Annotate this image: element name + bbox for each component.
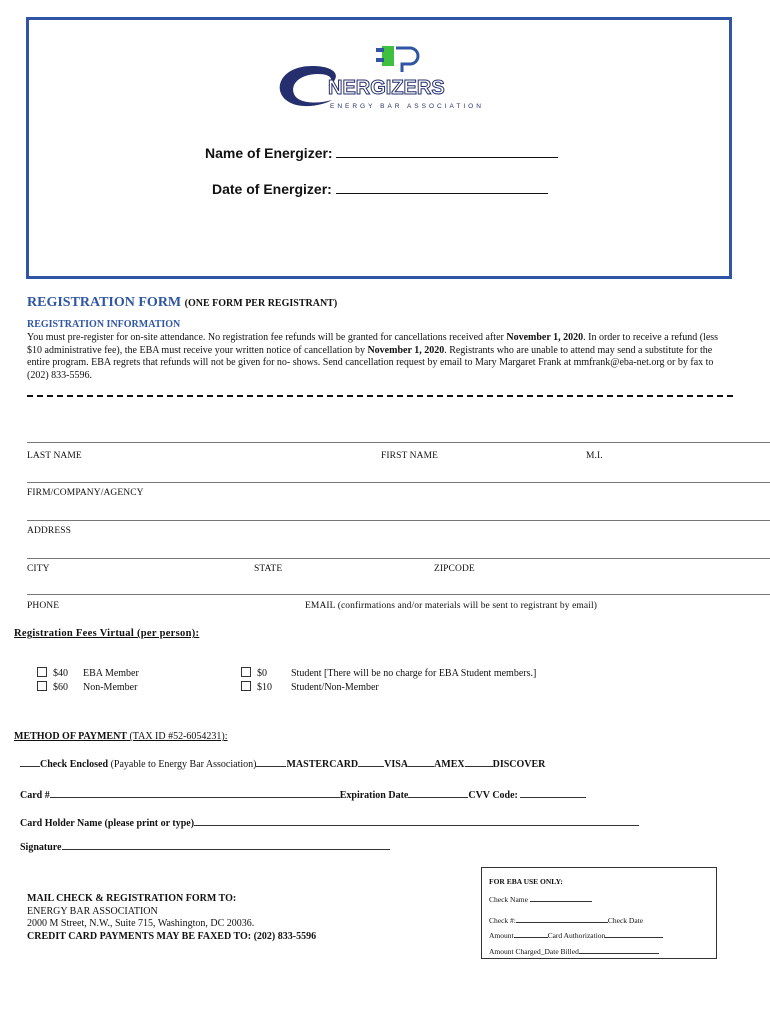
logo-text: NERGIZERS — [328, 77, 445, 99]
checkbox[interactable] — [241, 681, 251, 691]
checkbox[interactable] — [37, 667, 47, 677]
discover-label: DISCOVER — [492, 759, 546, 770]
name-field[interactable] — [336, 145, 558, 158]
cvv-label: CVV Code: — [468, 790, 518, 801]
fee-label: EBA Member — [83, 668, 139, 679]
card-number-field[interactable] — [50, 789, 340, 798]
discover-blank[interactable] — [465, 758, 493, 767]
info-part-3: . Registrants who are unable to attend may send a substitute for the entire program. EBA regrets that refunds will not be given for no- shows. Send cancellation request by email to Mary Margaret Frank at mmfrank@eba-net.org or by fax to (202) 833-5596. — [27, 344, 714, 381]
fee-option-non-member[interactable] — [37, 681, 137, 693]
eba-use-title: FOR EBA USE ONLY: — [489, 877, 563, 886]
visa-label: VISA — [384, 759, 409, 770]
mastercard-blank[interactable] — [256, 758, 286, 767]
card-holder-label: Card Holder Name (please print or type) — [20, 818, 195, 829]
registration-info-title: REGISTRATION INFORMATION — [27, 319, 181, 330]
eba-date-billed-label: Date Billed — [544, 947, 579, 956]
phone-label: PHONE — [27, 601, 60, 611]
fees-title: Registration Fees Virtual (per person): — [14, 628, 200, 639]
eba-check-no-label: Check #: — [489, 916, 516, 925]
expiration-field[interactable] — [408, 789, 468, 798]
payment-title — [14, 731, 228, 742]
fee-price: $0 — [257, 668, 267, 679]
fee-option-eba-member[interactable] — [37, 667, 139, 679]
form-title-sub: (ONE FORM PER REGISTRANT) — [184, 298, 338, 309]
eba-check-name-field[interactable] — [530, 893, 592, 902]
mi-label: M.I. — [586, 451, 603, 461]
fee-label: Student [There will be no charge for EBA Student members.] — [291, 668, 537, 679]
mail-address: 2000 M Street, N.W., Suite 715, Washington, DC 20036. — [27, 918, 255, 929]
eba-card-auth-label: Card Authorization — [547, 931, 606, 940]
info-date-1: November 1, 2020 — [506, 332, 584, 343]
firm-label: FIRM/COMPANY/AGENCY — [27, 488, 144, 498]
check-enclosed-blank[interactable] — [20, 758, 40, 767]
card-line — [20, 789, 586, 801]
eba-use-only-box — [481, 867, 717, 959]
name-label: Name of Energizer: — [205, 145, 333, 161]
info-date-2: November 1, 2020 — [367, 344, 445, 356]
eba-amount-field[interactable] — [514, 929, 548, 938]
signature-line — [20, 841, 390, 853]
eba-card-auth-field[interactable] — [605, 929, 663, 938]
payable-to: (Payable to Energy Bar Association) — [110, 759, 257, 770]
checkbox[interactable] — [37, 681, 47, 691]
fee-price: $40 — [53, 668, 68, 679]
visa-blank[interactable] — [358, 758, 384, 767]
mail-block — [27, 893, 316, 943]
eba-check-no-field[interactable] — [516, 914, 608, 923]
state-label: STATE — [254, 564, 283, 574]
email-label: EMAIL (confirmations and/or materials will be sent to registrant by email) — [305, 601, 597, 611]
eba-date-billed-field[interactable] — [579, 945, 659, 954]
eba-amount-row — [489, 929, 663, 940]
info-part-2: . In order to receive a refund (less $10 administrative fee), the EBA must receive your written notice of cancellation by — [27, 332, 719, 356]
tax-id: (TAX ID #52-6054231): — [129, 731, 228, 742]
date-of-energizer-line — [212, 181, 548, 197]
address-label: ADDRESS — [27, 526, 71, 536]
first-name-label: FIRST NAME — [381, 451, 439, 461]
dashed-divider — [27, 395, 733, 397]
card-number-label: Card # — [20, 790, 50, 801]
registration-form-title — [27, 295, 337, 311]
mail-org: ENERGY BAR ASSOCIATION — [27, 905, 158, 917]
amex-blank[interactable] — [408, 758, 434, 767]
eba-check-no-row — [489, 914, 643, 925]
fee-label: Non-Member — [83, 682, 138, 693]
info-part-1: You must pre-register for on-site attendance. No registration fee refunds will be granted for cancellations received after — [27, 332, 507, 343]
fee-price: $60 — [53, 682, 68, 693]
name-of-energizer-line — [205, 145, 558, 161]
payment-method-line — [20, 758, 545, 770]
card-holder-line — [20, 817, 639, 829]
registration-info-text — [27, 332, 727, 382]
city-rule[interactable] — [27, 558, 770, 559]
checkbox[interactable] — [241, 667, 251, 677]
phone-rule[interactable] — [27, 594, 770, 595]
city-label: CITY — [27, 564, 50, 574]
card-holder-field[interactable] — [194, 817, 639, 826]
energizers-logo — [272, 44, 482, 114]
eba-check-date-label: Check Date — [607, 916, 644, 925]
fax-line: CREDIT CARD PAYMENTS MAY BE FAXED TO: (202) 833-5596 — [27, 930, 317, 942]
mastercard-label: MASTERCARD — [286, 759, 359, 770]
eba-check-name-row — [489, 893, 592, 904]
eba-charged-row: Amount Charged_Date Billed — [489, 945, 659, 956]
cvv-field[interactable] — [520, 789, 586, 798]
date-field[interactable] — [336, 181, 548, 194]
fee-price: $10 — [257, 682, 272, 693]
fee-label: Student/Non-Member — [291, 682, 379, 693]
amex-label: AMEX — [434, 759, 465, 770]
signature-label: Signature — [20, 842, 62, 853]
fee-option-student[interactable] — [241, 667, 536, 679]
check-enclosed-label: Check Enclosed — [40, 759, 109, 770]
fee-option-student-non-member[interactable] — [241, 681, 379, 693]
eba-check-name-label: Check Name — [489, 895, 528, 904]
name-rule[interactable] — [27, 442, 770, 443]
expiration-label: Expiration Date — [339, 790, 409, 801]
zip-label: ZIPCODE — [434, 564, 475, 574]
mail-title: MAIL CHECK & REGISTRATION FORM TO: — [27, 893, 237, 904]
address-rule[interactable] — [27, 520, 770, 521]
payment-title-text: METHOD OF PAYMENT — [14, 731, 127, 742]
signature-field[interactable] — [62, 841, 390, 850]
eba-amount-charged-label: Amount Charged — [489, 947, 541, 956]
logo-subtitle: ENERGY BAR ASSOCIATION — [330, 103, 482, 110]
date-label: Date of Energizer: — [212, 181, 332, 197]
eba-amount-label: Amount — [489, 931, 514, 940]
form-title-text: REGISTRATION FORM — [27, 295, 182, 310]
firm-rule[interactable] — [27, 482, 770, 483]
last-name-label: LAST NAME — [27, 451, 82, 461]
